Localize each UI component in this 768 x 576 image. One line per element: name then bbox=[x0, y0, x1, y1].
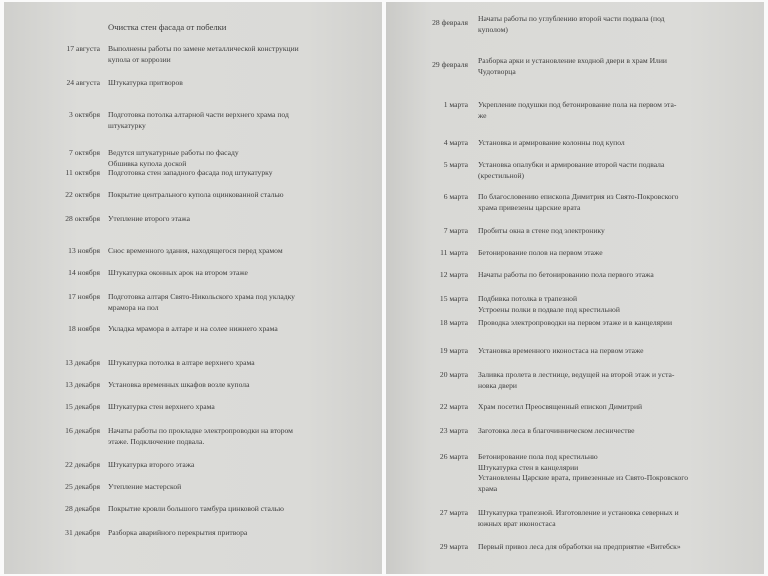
entry-text-line: Штукатурка второго этажа bbox=[108, 460, 195, 469]
entry-text-line: Проводка электропроводки на первом этаже и в канцелярии bbox=[478, 318, 673, 327]
entry-date: 31 декабря bbox=[65, 528, 100, 537]
entry-text-line: Заготовка леса в благочинническом лесничестве bbox=[478, 426, 635, 435]
entry-date: 1 марта bbox=[443, 100, 468, 109]
entry-text-line: Покрытие центрального купола оцинкованной сталью bbox=[108, 190, 284, 199]
entry-text bbox=[108, 148, 239, 169]
entry-text-line: южных врат иконостаса bbox=[478, 518, 556, 528]
entry-text-line: Штукатурка оконных арок на втором этаже bbox=[108, 268, 248, 277]
entry-text bbox=[478, 248, 603, 259]
entry-text bbox=[478, 294, 620, 315]
entry-text-line: Чудотворца bbox=[478, 66, 516, 76]
entry-text-line: Установлены Царские врата, привезенные из Свято-Покровского bbox=[478, 473, 689, 482]
entry-date: 3 октября bbox=[69, 110, 100, 119]
entry-text-line: Подготовка потолка алтарной части верхнего храма под bbox=[108, 110, 289, 119]
entry-text bbox=[478, 270, 654, 281]
entry-text bbox=[478, 100, 676, 121]
entry-text-line: Выполнены работы по замене металлической конструкции bbox=[108, 44, 299, 53]
entry-date: 11 октября bbox=[65, 168, 100, 177]
entry-text bbox=[478, 402, 642, 413]
entry-text bbox=[478, 138, 625, 149]
entry-text bbox=[478, 318, 672, 329]
left-page bbox=[4, 2, 382, 574]
entry-date: 17 ноября bbox=[68, 292, 100, 301]
entry-text-line: храма bbox=[478, 483, 498, 493]
entry-text bbox=[478, 508, 679, 529]
entry-date: 11 марта bbox=[440, 248, 468, 257]
entry-text-line: Начаты работы по бетонированию пола первого этажа bbox=[478, 270, 654, 279]
entry-text-line: (крестильной) bbox=[478, 170, 525, 180]
entry-date: 12 марта bbox=[439, 270, 468, 279]
entry-date: 4 марта bbox=[443, 138, 468, 147]
entry-date: 15 марта bbox=[439, 294, 468, 303]
entry-text-line: Устроены полки в подвале под крестильной bbox=[478, 304, 620, 314]
entry-text bbox=[478, 426, 634, 437]
entry-text bbox=[108, 380, 249, 391]
entry-text-line: Подготовка стен западного фасада под штукатурку bbox=[108, 168, 273, 177]
entry-date: 18 марта bbox=[439, 318, 468, 327]
entry-text-line: Ведутся штукатурные работы по фасаду bbox=[108, 148, 239, 157]
entry-text-line: Штукатурка потолка в алтаре верхнего храма bbox=[108, 358, 255, 367]
entry-text bbox=[478, 56, 667, 77]
entry-date: 20 марта bbox=[439, 370, 468, 379]
entry-text-line: Подготовка алтаря Свято-Никольского храма под укладку bbox=[108, 292, 295, 301]
entry-date: 16 декабря bbox=[65, 426, 100, 435]
entry-text-line: Первый привоз леса для обработки на предприятие «Витебск» bbox=[478, 542, 681, 551]
entry-text bbox=[108, 426, 293, 447]
entry-date: 28 февраля bbox=[432, 18, 468, 27]
right-page bbox=[386, 2, 764, 574]
entry-date: 14 ноября bbox=[68, 268, 100, 277]
entry-date: 27 марта bbox=[439, 508, 468, 517]
entry-text-line: штукатурку bbox=[108, 120, 146, 130]
entry-text-line: Подбивка потолка в трапезной bbox=[478, 294, 578, 303]
entry-text bbox=[108, 246, 283, 257]
entry-date: 24 августа bbox=[66, 78, 100, 87]
entry-text bbox=[108, 324, 278, 335]
entry-text-line: Храм посетил Преосвященный епископ Димитрий bbox=[478, 402, 643, 411]
entry-date: 29 февраля bbox=[432, 60, 468, 69]
entry-date: 19 марта bbox=[439, 346, 468, 355]
entry-date: 25 декабря bbox=[65, 482, 100, 491]
entry-date: 13 ноября bbox=[68, 246, 100, 255]
entry-date: 28 октября bbox=[65, 214, 100, 223]
entry-text-line: Утепление мастерской bbox=[108, 482, 182, 491]
entry-text bbox=[478, 192, 678, 213]
entry-text-line: Штукатурка стен в канцелярии bbox=[478, 462, 579, 472]
entry-text bbox=[478, 452, 688, 494]
entry-text-line: Установка опалубки и армирование второй части подвала bbox=[478, 160, 665, 169]
entry-text-line: Утепление второго этажа bbox=[108, 214, 190, 223]
entry-date: 13 декабря bbox=[65, 358, 100, 367]
entry-text bbox=[108, 482, 181, 493]
entry-text bbox=[108, 358, 255, 369]
entry-date: 29 марта bbox=[439, 542, 468, 551]
entry-date: 23 марта bbox=[439, 426, 468, 435]
entry-date: 5 марта bbox=[443, 160, 468, 169]
entry-text-line: этаже. Подключение подвала. bbox=[108, 436, 205, 446]
entry-text-line: Установка временного иконостаса на первом этаже bbox=[478, 346, 644, 355]
entry-date: 13 декабря bbox=[65, 380, 100, 389]
entry-date: 15 декабря bbox=[65, 402, 100, 411]
entry-text-line: Бетонирование пола под крестильню bbox=[478, 452, 598, 461]
entry-text-line: Снос временного здания, находящегося перед храмом bbox=[108, 246, 283, 255]
entry-text bbox=[478, 346, 644, 357]
entry-text bbox=[108, 528, 247, 539]
entry-text bbox=[108, 268, 248, 279]
entry-text-line: храма привезены царские врата bbox=[478, 202, 581, 212]
entry-text-line: Покрытие кровли большого тамбура цинковой сталью bbox=[108, 504, 284, 513]
entry-date: 22 марта bbox=[439, 402, 468, 411]
entry-text-line: Начаты работы по прокладке электропроводки на втором bbox=[108, 426, 293, 435]
entry-text-line: Укрепление подушки под бетонирование пола на первом эта- bbox=[478, 100, 677, 109]
entry-text bbox=[108, 292, 295, 313]
entry-text-line: Бетонирование полов на первом этаже bbox=[478, 248, 603, 257]
entry-date: 17 августа bbox=[66, 44, 100, 53]
entry-text bbox=[108, 190, 284, 201]
entry-text bbox=[478, 160, 664, 181]
entry-text-line: купола от коррозии bbox=[108, 54, 171, 64]
entry-text bbox=[108, 78, 183, 89]
entry-text-line: Разборка аварийного перекрытия притвора bbox=[108, 528, 248, 537]
page-heading: Очистка стен фасада от побелки bbox=[108, 22, 227, 32]
entry-text bbox=[108, 402, 215, 413]
entry-text-line: Штукатурка притворов bbox=[108, 78, 183, 87]
entry-text bbox=[108, 44, 299, 65]
entry-text-line: Установка временных шкафов возле купола bbox=[108, 380, 250, 389]
entry-date: 6 марта bbox=[443, 192, 468, 201]
entry-date: 7 марта bbox=[443, 226, 468, 235]
entry-text-line: Штукатурка трапезной. Изготовление и установка северных и bbox=[478, 508, 679, 517]
entry-text bbox=[478, 542, 681, 553]
entry-text-line: Пробиты окна в стене под электронику bbox=[478, 226, 605, 235]
entry-text-line: Начаты работы по углублению второй части подвала (под bbox=[478, 14, 665, 23]
entry-text-line: куполом) bbox=[478, 24, 508, 34]
entry-text-line: Установка и армирование колонны под купол bbox=[478, 138, 625, 147]
entry-text-line: новка двери bbox=[478, 380, 517, 390]
entry-date: 22 октября bbox=[65, 190, 100, 199]
entry-text bbox=[108, 168, 273, 179]
entry-text bbox=[478, 14, 665, 35]
entry-text bbox=[478, 226, 605, 237]
entry-text-line: Штукатурка стен верхнего храма bbox=[108, 402, 215, 411]
entry-text bbox=[478, 370, 674, 391]
entry-text-line: Заливка пролета в лестнице, ведущей на второй этаж и уста- bbox=[478, 370, 675, 379]
entry-date: 26 марта bbox=[439, 452, 468, 461]
entry-date: 18 ноября bbox=[68, 324, 100, 333]
entry-text-line: же bbox=[478, 110, 487, 120]
entry-text-line: Укладка мрамора в алтаре и на солее нижнего храма bbox=[108, 324, 278, 333]
entry-text-line: Обшивка купола доской bbox=[108, 158, 187, 168]
entry-text bbox=[108, 214, 190, 225]
entry-date: 28 декабря bbox=[65, 504, 100, 513]
entry-text bbox=[108, 110, 289, 131]
entry-date: 7 октября bbox=[69, 148, 100, 157]
entry-text-line: По благословению епископа Димитрия из Свято-Покровского bbox=[478, 192, 679, 201]
entry-text bbox=[108, 504, 284, 515]
entry-date: 22 декабря bbox=[65, 460, 100, 469]
entry-text bbox=[108, 460, 194, 471]
entry-text-line: Разборка арки и установление входной двери в храм Илии bbox=[478, 56, 667, 65]
entry-text-line: мрамора на пол bbox=[108, 302, 159, 312]
